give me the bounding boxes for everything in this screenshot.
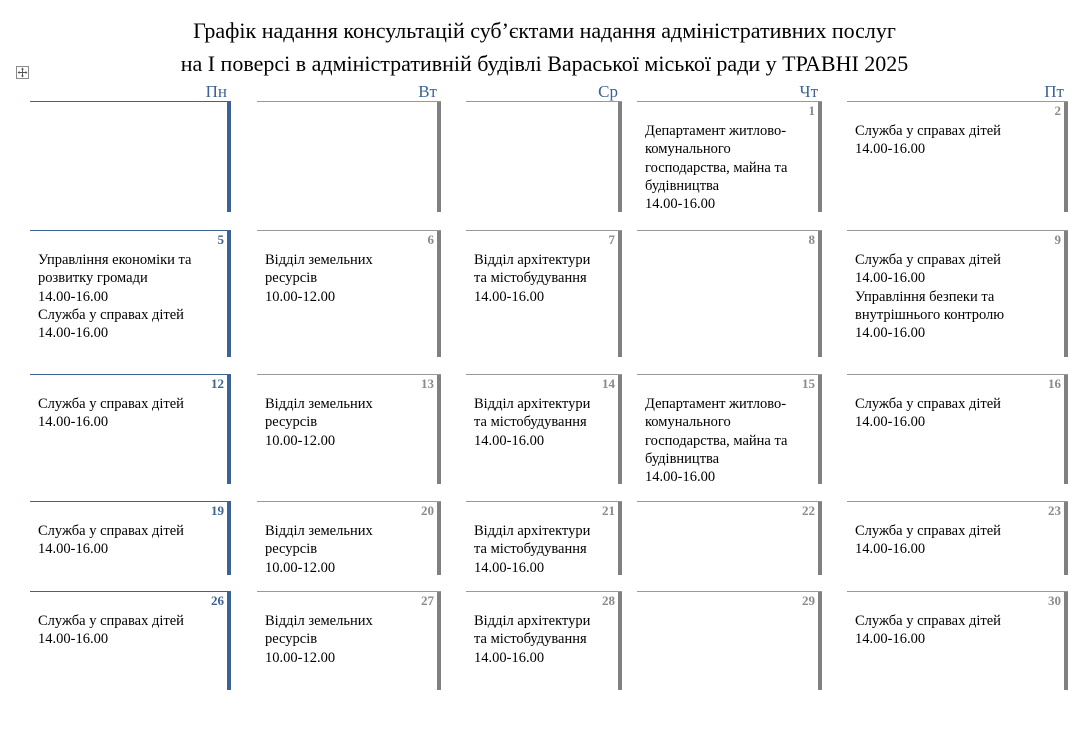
day-number: 9 xyxy=(1054,232,1061,247)
consultation-line: 14.00-16.00 xyxy=(645,469,716,486)
consultation-line: розвитку громади xyxy=(38,270,148,287)
cell-border-bar xyxy=(437,502,441,575)
consultation-line: ресурсів xyxy=(265,541,318,558)
cell-border-bar xyxy=(618,231,622,357)
cell-border-bar xyxy=(1064,102,1068,212)
calendar-day-cell[interactable] xyxy=(466,374,622,484)
consultation-line: Відділ архітектури xyxy=(474,252,591,268)
consultation-line: 14.00-16.00 xyxy=(38,414,109,431)
consultation-entry xyxy=(474,522,612,577)
cell-border-bar xyxy=(818,502,822,575)
calendar-day-cell[interactable] xyxy=(257,101,441,212)
consultation-line: 14.00-16.00 xyxy=(855,631,926,648)
cell-border-bar xyxy=(618,502,622,575)
weekday-header: Чт xyxy=(799,82,818,101)
calendar-day-cell[interactable] xyxy=(466,230,622,357)
cell-border-bar xyxy=(818,375,822,484)
calendar-day-cell[interactable] xyxy=(847,101,1068,212)
consultation-line: Служба у справах дітей xyxy=(38,523,184,539)
cell-border-bar xyxy=(1064,592,1068,690)
consultation-line: внутрішнього контролю xyxy=(855,306,1005,323)
consultation-line: Відділ земельних xyxy=(265,252,373,268)
consultation-entry xyxy=(474,612,612,667)
cell-border-bar xyxy=(1064,502,1068,575)
calendar-day-cell[interactable] xyxy=(257,501,441,575)
consultation-line: Відділ архітектури xyxy=(474,396,591,412)
cell-border-bar xyxy=(227,231,231,357)
consultation-line: Відділ архітектури xyxy=(474,523,591,539)
calendar-day-cell[interactable] xyxy=(257,374,441,484)
cell-border-bar xyxy=(227,502,231,575)
consultation-line: 14.00-16.00 xyxy=(38,288,109,305)
consultation-line: та містобудування xyxy=(474,631,587,648)
day-number: 20 xyxy=(421,503,434,518)
calendar-day-cell[interactable] xyxy=(466,501,622,575)
consultation-line: Відділ земельних xyxy=(265,523,373,539)
consultation-entry xyxy=(38,612,221,649)
day-number: 15 xyxy=(802,376,815,391)
cell-border-bar xyxy=(818,592,822,690)
calendar-day-cell[interactable] xyxy=(30,101,231,212)
consultation-line: 14.00-16.00 xyxy=(474,649,545,666)
consultation-entry xyxy=(855,612,1058,649)
day-number: 8 xyxy=(808,232,815,247)
consultation-line: Департамент житлово- xyxy=(645,396,787,412)
cell-border-bar xyxy=(227,102,231,212)
calendar-day-cell[interactable] xyxy=(466,101,622,212)
consultation-entry xyxy=(265,522,431,577)
cell-border-bar xyxy=(1064,231,1068,357)
consultation-line: 10.00-12.00 xyxy=(265,432,336,449)
calendar-day-cell[interactable] xyxy=(30,591,231,690)
cell-border-bar xyxy=(818,102,822,212)
day-number: 12 xyxy=(211,376,224,391)
weekday-header: Вт xyxy=(418,82,437,101)
day-number: 28 xyxy=(602,593,615,608)
consultation-line: та містобудування xyxy=(474,541,587,558)
consultation-line: 14.00-16.00 xyxy=(38,541,109,558)
consultation-line: та містобудування xyxy=(474,414,587,431)
consultation-line: ресурсів xyxy=(265,631,318,648)
cell-border-bar xyxy=(1064,375,1068,484)
consultation-line: господарства, майна та xyxy=(645,432,788,449)
consultation-line: 14.00-16.00 xyxy=(38,325,109,342)
consultation-entry xyxy=(855,251,1058,342)
day-number: 7 xyxy=(608,232,615,247)
consultation-line: 14.00-16.00 xyxy=(855,541,926,558)
calendar-day-cell[interactable] xyxy=(257,230,441,357)
consultation-line: Управління безпеки та xyxy=(855,288,995,305)
consultation-entry xyxy=(265,612,431,667)
consultation-entry xyxy=(645,395,812,486)
cell-border-bar xyxy=(437,231,441,357)
cell-border-bar xyxy=(227,592,231,690)
day-number: 14 xyxy=(602,376,615,391)
day-number: 6 xyxy=(427,232,434,247)
cell-border-bar xyxy=(618,375,622,484)
consultation-line: 10.00-12.00 xyxy=(265,288,336,305)
consultation-line: Служба у справах дітей xyxy=(855,523,1001,539)
day-number: 1 xyxy=(808,103,815,118)
consultation-line: Відділ земельних xyxy=(265,613,373,629)
cell-border-bar xyxy=(437,592,441,690)
consultation-line: комунального xyxy=(645,141,731,158)
consultation-line: 14.00-16.00 xyxy=(474,559,545,576)
calendar-day-cell[interactable] xyxy=(30,501,231,575)
calendar-day-cell[interactable] xyxy=(30,230,231,357)
day-number: 19 xyxy=(211,503,224,518)
consultation-line: Служба у справах дітей xyxy=(855,396,1001,412)
consultation-entry xyxy=(474,251,612,306)
cell-border-bar xyxy=(618,592,622,690)
weekday-header: Ср xyxy=(598,82,618,101)
cell-border-bar xyxy=(618,102,622,212)
day-number: 23 xyxy=(1048,503,1061,518)
consultation-line: Управління економіки та xyxy=(38,252,192,268)
day-number: 26 xyxy=(211,593,224,608)
day-number: 30 xyxy=(1048,593,1061,608)
consultation-line: Служба у справах дітей xyxy=(38,396,184,412)
cell-border-bar xyxy=(818,231,822,357)
day-number: 5 xyxy=(217,232,224,247)
consultation-line: Відділ архітектури xyxy=(474,613,591,629)
day-number: 2 xyxy=(1054,103,1061,118)
consultation-line: господарства, майна та xyxy=(645,159,788,176)
cell-border-bar xyxy=(437,375,441,484)
consultation-line: 14.00-16.00 xyxy=(645,196,716,213)
consultation-line: будівництва xyxy=(645,450,720,467)
day-number: 27 xyxy=(421,593,434,608)
consultation-line: 14.00-16.00 xyxy=(855,141,926,158)
weekday-header: Пт xyxy=(1044,82,1064,101)
consultation-line: Служба у справах дітей xyxy=(855,252,1001,268)
calendar-day-cell[interactable] xyxy=(847,374,1068,484)
calendar-day-cell[interactable] xyxy=(637,501,822,575)
calendar-day-cell[interactable] xyxy=(30,374,231,484)
calendar-day-cell[interactable] xyxy=(637,374,822,484)
consultation-line: Служба у справах дітей xyxy=(855,123,1001,139)
consultation-line: 14.00-16.00 xyxy=(855,414,926,431)
consultation-line: та містобудування xyxy=(474,270,587,287)
calendar-day-cell[interactable] xyxy=(847,591,1068,690)
consultation-line: комунального xyxy=(645,414,731,431)
consultation-line: 10.00-12.00 xyxy=(265,649,336,666)
consultation-entry xyxy=(38,395,221,432)
consultation-line: 14.00-16.00 xyxy=(474,288,545,305)
consultation-entry xyxy=(38,522,221,559)
calendar-day-cell[interactable] xyxy=(847,230,1068,357)
consultation-entry xyxy=(265,251,431,306)
table-move-handle-icon[interactable] xyxy=(16,66,29,79)
day-number: 16 xyxy=(1048,376,1061,391)
day-number: 13 xyxy=(421,376,434,391)
consultation-entry xyxy=(474,395,612,450)
document-title-line-1: Графік надання консультацій суб’єктами надання адміністративних послуг xyxy=(193,18,896,43)
consultation-line: Відділ земельних xyxy=(265,396,373,412)
consultation-line: ресурсів xyxy=(265,414,318,431)
calendar-day-cell[interactable] xyxy=(637,230,822,357)
consultation-line: 14.00-16.00 xyxy=(855,325,926,342)
day-number: 29 xyxy=(802,593,815,608)
consultation-line: 14.00-16.00 xyxy=(38,631,109,648)
consultation-entry xyxy=(265,395,431,450)
weekday-header: Пн xyxy=(205,82,227,101)
consultation-line: Департамент житлово- xyxy=(645,123,787,139)
consultation-line: Служба у справах дітей xyxy=(38,613,184,629)
consultation-line: 14.00-16.00 xyxy=(474,432,545,449)
consultation-entry xyxy=(645,122,812,213)
consultation-line: будівництва xyxy=(645,177,720,194)
consultation-entry xyxy=(38,251,221,342)
consultation-line: Служба у справах дітей xyxy=(38,306,184,323)
calendar-day-cell[interactable] xyxy=(466,591,622,690)
calendar-day-cell[interactable] xyxy=(637,591,822,690)
cell-border-bar xyxy=(227,375,231,484)
calendar-day-cell[interactable] xyxy=(257,591,441,690)
consultation-line: 14.00-16.00 xyxy=(855,270,926,287)
consultation-entry xyxy=(855,522,1058,559)
document-title-line-2: на І поверсі в адміністративній будівлі Вараської міської ради у ТРАВНІ 2025 xyxy=(180,51,909,76)
calendar-day-cell[interactable] xyxy=(637,101,822,212)
cell-border-bar xyxy=(437,102,441,212)
consultation-line: Служба у справах дітей xyxy=(855,613,1001,629)
day-number: 22 xyxy=(802,503,815,518)
day-number: 21 xyxy=(602,503,615,518)
calendar-day-cell[interactable] xyxy=(847,501,1068,575)
consultation-entry xyxy=(855,395,1058,432)
consultation-line: ресурсів xyxy=(265,270,318,287)
consultation-line: 10.00-12.00 xyxy=(265,559,336,576)
consultation-entry xyxy=(855,122,1058,159)
